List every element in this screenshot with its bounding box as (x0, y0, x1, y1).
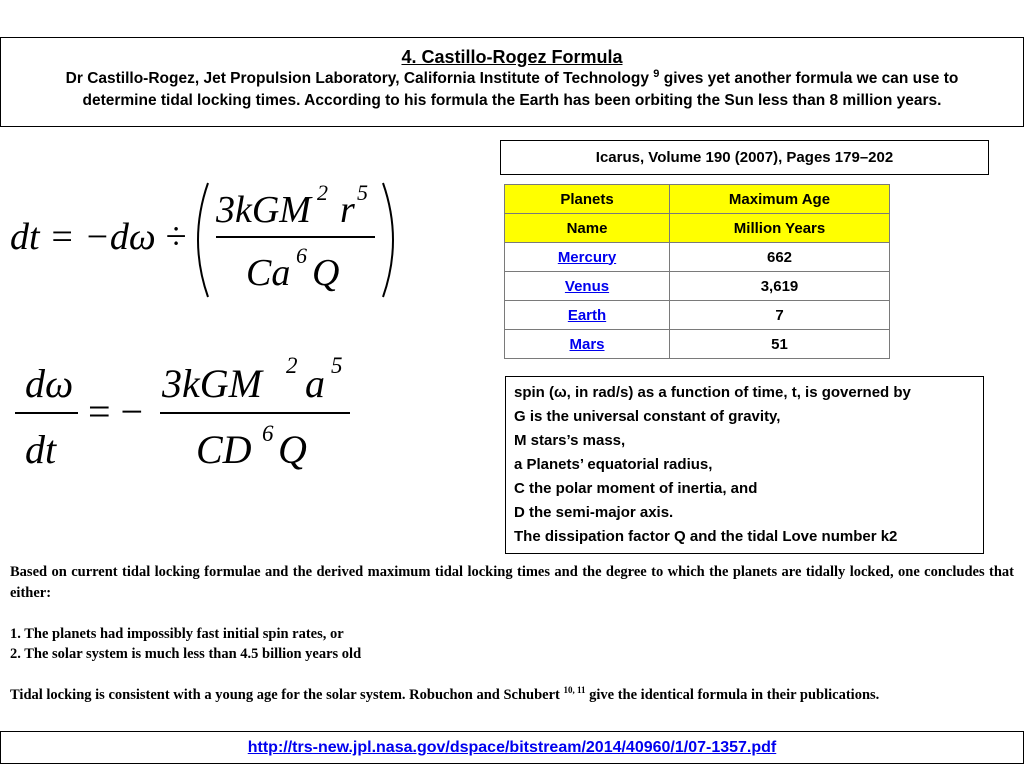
planet-age-table (504, 184, 890, 359)
table-row (505, 243, 890, 272)
table-header-row (505, 214, 890, 243)
table-header-cell: Maximum Age (670, 185, 890, 214)
legend-line: D the semi-major axis. (514, 504, 674, 521)
url-box (0, 731, 1024, 764)
formula2-num-exp1: 2 (286, 353, 298, 378)
page-title: 4. Castillo-Rogez Formula (401, 47, 623, 67)
formula1-left-paren (198, 183, 208, 297)
formula2-numerator: 3kGM (162, 361, 262, 406)
body-paragraph-1: Based on current tidal locking formulae and the derived maximum tidal locking times and the degree to which the planets are tidally locked, one concludes that either: (10, 564, 1014, 601)
formula2-lhs-den: dt (25, 427, 57, 472)
formula1-num-exp2: 5 (357, 180, 368, 205)
conclusion-item-1: 1. The planets had impossibly fast initial spin rates, or (10, 625, 344, 642)
legend-line: M stars’s mass, (514, 432, 626, 449)
formula2-lhs-num: dω (25, 361, 74, 406)
body-text (10, 562, 1014, 706)
header-description (1, 68, 1023, 112)
table-cell-planet (505, 330, 670, 359)
variable-legend (505, 376, 984, 554)
formula1-numerator: 3kGM (216, 189, 311, 231)
header-line1: Dr Castillo-Rogez, Jet Propulsion Laboratory, California Institute of Technology (65, 70, 649, 87)
legend-line: a Planets’ equatorial radius, (514, 456, 713, 473)
formula1-denominator: Ca (246, 252, 291, 294)
planet-link-venus[interactable]: Venus (564, 277, 610, 295)
planet-link-earth[interactable]: Earth (567, 306, 607, 324)
table-cell-planet (505, 243, 670, 272)
source-url-link[interactable]: http://trs-new.jpl.nasa.gov/dspace/bitstream/2014/40960/1/07-1357.pdf (247, 739, 777, 756)
planet-link-mars[interactable]: Mars (569, 335, 605, 353)
header-line1-tail: gives yet another formula we can use to (663, 70, 959, 87)
legend-line: The dissipation factor Q and the tidal Love number k2 (514, 528, 898, 545)
body-paragraph-2 (10, 685, 1014, 706)
table-row (505, 301, 890, 330)
citation-box: Icarus, Volume 190 (2007), Pages 179–202 (500, 140, 989, 175)
formula-spin-rate (0, 345, 380, 480)
table-header-cell: Million Years (670, 214, 890, 243)
table-header-cell: Planets (505, 185, 670, 214)
header-ref: 9 (653, 67, 660, 80)
table-cell-age: 7 (670, 301, 890, 330)
formula1-lhs: dt = −dω ÷ (10, 216, 187, 258)
formula2-num-exp2: 5 (331, 353, 343, 378)
formula1-num-exp1: 2 (317, 180, 328, 205)
table-cell-age: 662 (670, 243, 890, 272)
body-paragraph-2-start: Tidal locking is consistent with a young age for the solar system. Robuchon and Schubert (10, 687, 560, 703)
table-cell-age: 3,619 (670, 272, 890, 301)
body-paragraph-2-end: give the identical formula in their publications. (589, 687, 880, 703)
table-header-cell: Name (505, 214, 670, 243)
formula2-num-var: a (305, 361, 325, 406)
formula1-den-tail: Q (312, 252, 340, 294)
table-row (505, 330, 890, 359)
formula1-num-var: r (340, 189, 355, 231)
planet-link-mercury[interactable]: Mercury (557, 248, 617, 266)
header-line2: determine tidal locking times. According to his formula the Earth has been orbiting the Sun less than 8 million years. (82, 92, 942, 109)
legend-line: C the polar moment of inertia, and (514, 480, 758, 497)
formula2-eq: = − (88, 389, 144, 434)
table-header-row (505, 185, 890, 214)
table-cell-age: 51 (670, 330, 890, 359)
conclusion-item-2: 2. The solar system is much less than 4.5 billion years old (10, 646, 362, 662)
legend-line: G is the universal constant of gravity, (514, 408, 781, 425)
formula2-den-exp: 6 (262, 421, 274, 446)
header-box (0, 37, 1024, 127)
legend-line: spin (ω, in rad/s) as a function of time, t, is governed by (514, 384, 911, 401)
formula1-right-paren (383, 183, 393, 297)
body-paragraph-2-ref: 10, 11 (563, 685, 586, 696)
formula-tidal-time (0, 175, 420, 305)
formula2-denominator: CD (196, 427, 252, 472)
table-cell-planet (505, 272, 670, 301)
table-row (505, 272, 890, 301)
formula2-den-tail: Q (278, 427, 307, 472)
formula1-den-exp: 6 (296, 243, 307, 268)
table-cell-planet (505, 301, 670, 330)
